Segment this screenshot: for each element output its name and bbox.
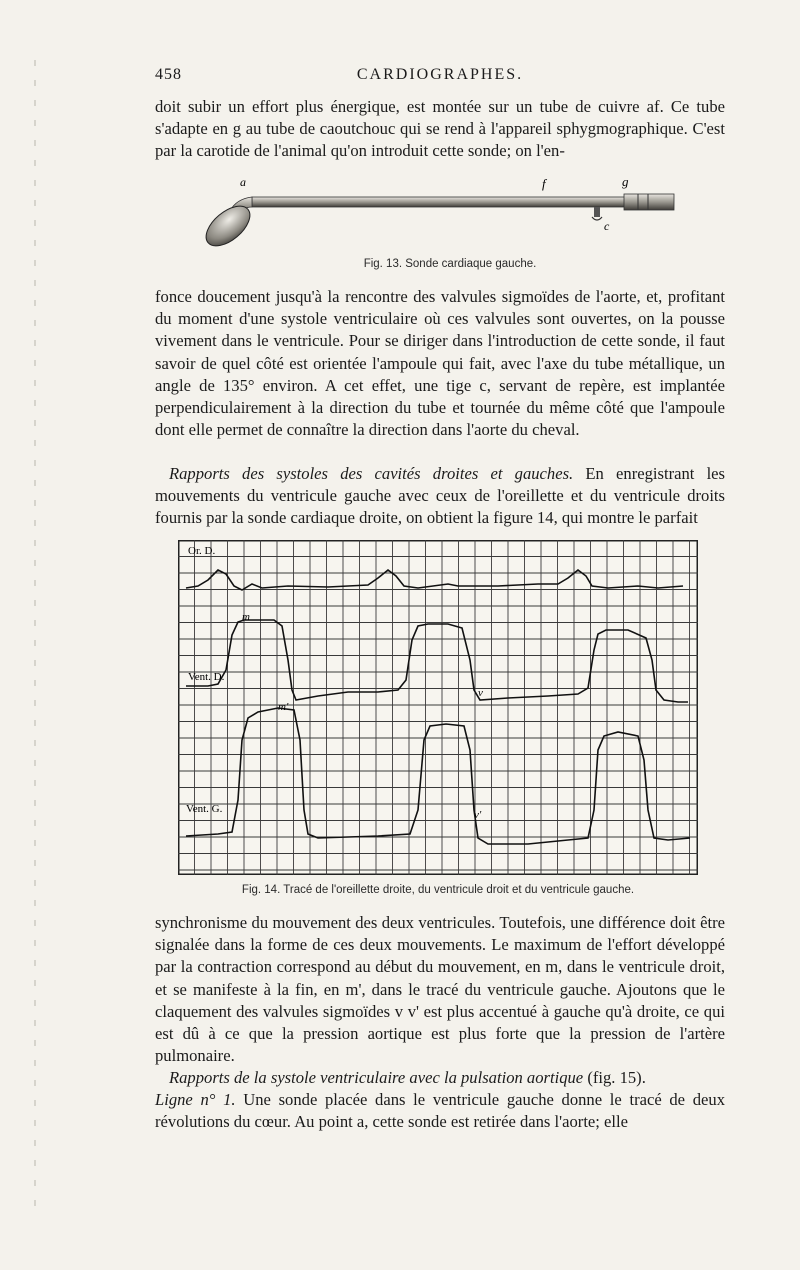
paragraph-6-body: Une sonde placée dans le ventricule gauche donne le tracé de deux révolutions du cœur. Au point a, cette sonde est retirée dans l'aorte; elle [155, 1090, 725, 1132]
fig13-label-g: g [622, 174, 629, 189]
figure-reference: (fig. 15). [583, 1068, 646, 1087]
trace-label-vent-g: Vent. G. [186, 803, 223, 815]
paragraph-3 [155, 463, 725, 530]
point-label-m-prime: m' [278, 701, 289, 713]
figure-13 [190, 170, 690, 260]
figure-13-caption: Fig. 13. Sonde cardiaque gauche. [363, 258, 537, 270]
point-label-v-prime: v' [474, 809, 482, 821]
line-number-heading: Ligne n° 1. [155, 1090, 236, 1109]
paragraph-2: fonce doucement jusqu'à la rencontre des valvules sigmoïdes de l'aorte, et, profitant du moment d'une systole ventriculaire où ces valvules sont ouvertes, on la pousse vivement dans le ventricule. Pour se diriger dans l'introduction de cette sonde, il faut savoir de quel côté est orientée l'ampoule qui fait, avec l'axe du tube métallique, un angle de 135° environ. A cet effet, une tige c, servant de repère, est implantée perpendiculairement à la direction du tube et tournée du même côté que l'ampoule dont elle permet de connaître la direction dans l'aorte du cheval. [155, 287, 725, 440]
figure-14 [178, 540, 698, 875]
section-heading-systoles: Rapports des systoles des cavités droites et gauches. [169, 464, 574, 483]
point-label-m: m [242, 611, 250, 623]
figure-14-caption: Fig. 14. Tracé de l'oreillette droite, du ventricule droit et du ventricule gauche. [241, 884, 635, 896]
paragraph-4: synchronisme du mouvement des deux ventricules. Toutefois, une différence doit être signalée dans la forme de ces deux mouvements. Le maximum de l'effort développé par la contraction correspond au début du mouvement, en m, dans le ventricule droit, et se manifeste à la fin, en m', dans le tracé du ventricule gauche. Ajoutons que le claquement des valvules sigmoïdes v v' est plus accentué à gauche qu'à droite, ce qui est dû à ce que la pression aortique est plus forte que la pression de l'artère pulmonaire. [155, 913, 725, 1066]
trace-label-vent-d: Vent. D. [188, 671, 225, 683]
fig13-label-c: c [604, 219, 610, 233]
point-label-v: v [478, 687, 483, 699]
paragraph-3-body: En enregistrant les mouvements du ventricule gauche avec ceux de l'oreillette et du ventricule droits fournis par la sonde cardiaque droite, on obtient la figure 14, qui montre le parfait [155, 464, 726, 528]
cardiograph-tracing [178, 540, 698, 875]
fig13-label-a: a [240, 175, 246, 189]
paragraph-5 [155, 1067, 725, 1089]
paragraph-6 [155, 1089, 725, 1133]
trace-label-or-d: Or. D. [188, 545, 216, 557]
running-title: CARDIOGRAPHES. [356, 66, 524, 83]
running-head [155, 66, 725, 90]
margin-rule-decoration [28, 60, 42, 1220]
fig13-label-f: f [542, 176, 546, 191]
paragraph-1: doit subir un effort plus énergique, est montée sur un tube de cuivre af. Ce tube s'adapte en g au tube de caoutchouc qui se rend à l'appareil sphygmographique. C'est par la carotide de l'animal qu'on introduit cette sonde; on l'en- [155, 97, 725, 161]
cardiac-probe-illustration [190, 170, 690, 260]
section-heading-systole-aortique: Rapports de la systole ventriculaire avec la pulsation aortique [169, 1068, 584, 1087]
page-number: 458 [155, 66, 182, 83]
